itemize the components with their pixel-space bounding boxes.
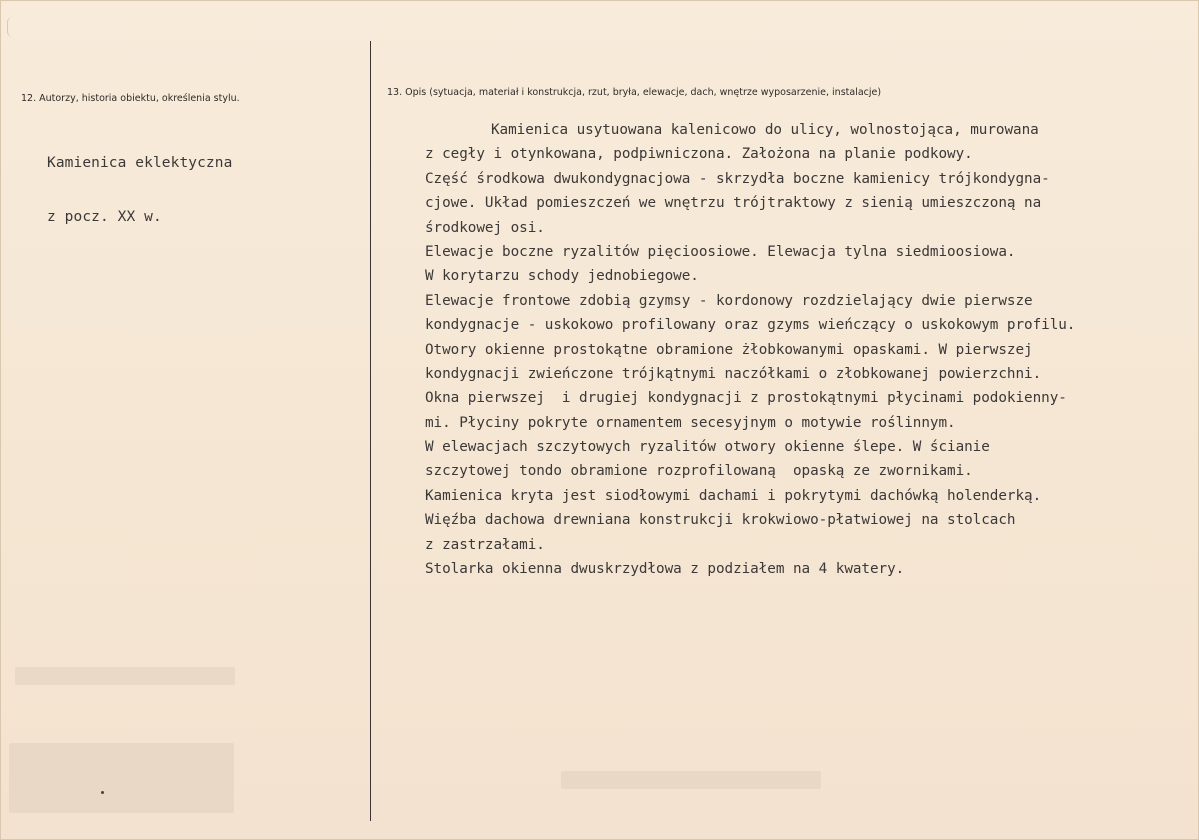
description-line: W korytarzu schody jednobiegowe. bbox=[425, 268, 699, 285]
description-line: Otwory okienne prostokątne obramione żłobkowanymi opaskami. W pierwszej bbox=[425, 341, 1033, 358]
bleed-through-mark bbox=[15, 667, 235, 685]
bleed-through-mark bbox=[561, 771, 821, 789]
description-line: Stolarka okienna dwuskrzydłowa z podziałem na 4 kwatery. bbox=[425, 561, 905, 578]
field-12-line: Kamienica eklektyczna bbox=[47, 155, 233, 171]
column-divider bbox=[370, 41, 371, 821]
description-line: kondygnacji zwieńczone trójkątnymi naczółkami o złobkowanej powierzchni. bbox=[425, 365, 1042, 382]
description-line: kondygnacje - uskokowo profilowany oraz gzyms wieńczący o uskokowym profilu. bbox=[425, 317, 1076, 334]
description-line: Elewacje boczne ryzalitów pięcioosiowe. Elewacja tylna siedmioosiowa. bbox=[425, 243, 1016, 260]
description-line: środkowej osi. bbox=[425, 219, 545, 236]
description-line: Więźba dachowa drewniana konstrukcji krokwiowo-płatwiowej na stolcach bbox=[425, 512, 1016, 529]
description-line: z zastrzałami. bbox=[425, 536, 545, 553]
field-13-content bbox=[425, 118, 1075, 581]
field-12-content bbox=[47, 118, 232, 262]
ink-dot bbox=[101, 791, 104, 794]
field-13-label: 13. Opis (sytuacja, materiał i konstrukcja, rzut, bryła, elewacje, dach, wnętrze wyposarzenie, instalacje) bbox=[387, 87, 882, 98]
description-line: W elewacjach szczytowych ryzalitów otwory okienne ślepe. W ścianie bbox=[425, 439, 990, 456]
description-line: mi. Płyciny pokryte ornamentem secesyjnym o motywie roślinnym. bbox=[425, 414, 956, 431]
description-line: Kamienica kryta jest siodłowymi dachami i pokrytymi dachówką holenderką. bbox=[425, 487, 1042, 504]
description-line: Elewacje frontowe zdobią gzymsy - kordonowy rozdzielający dwie pierwsze bbox=[425, 292, 1033, 309]
description-line: Część środkowa dwukondygnacjowa - skrzydła boczne kamienicy trójkondygna- bbox=[425, 170, 1050, 187]
corner-mark bbox=[7, 17, 18, 37]
description-line: szczytowej tondo obramione rozprofilowaną opaską ze zwornikami. bbox=[425, 463, 973, 480]
field-12-line: z pocz. XX w. bbox=[47, 209, 162, 225]
field-12-label: 12. Autorzy, historia obiektu, określenia stylu. bbox=[21, 93, 240, 104]
description-line: Okna pierwszej i drugiej kondygnacji z prostokątnymi płycinami podokienny- bbox=[425, 390, 1067, 407]
description-line: cjowe. Układ pomieszczeń we wnętrzu trójtraktowy z sienią umieszczoną na bbox=[425, 195, 1042, 212]
bleed-through-mark bbox=[9, 743, 234, 813]
description-line: Kamienica usytuowana kalenicowo do ulicy, wolnostojąca, murowana bbox=[491, 122, 1039, 138]
description-line: z cegły i otynkowana, podpiwniczona. Założona na planie podkowy. bbox=[425, 146, 973, 163]
